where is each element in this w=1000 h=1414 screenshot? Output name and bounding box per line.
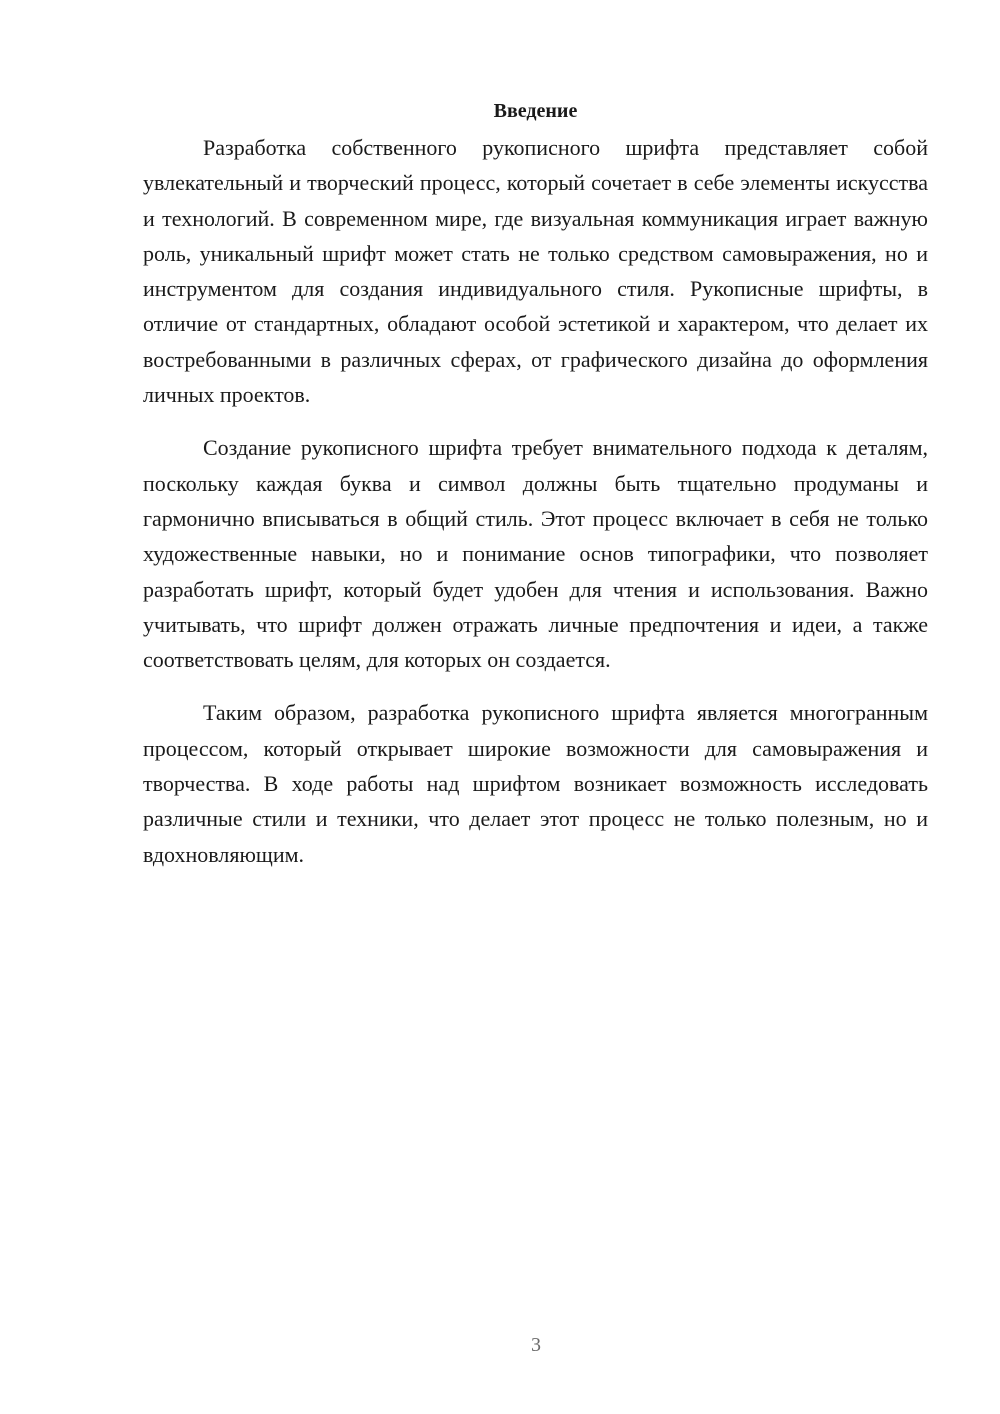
paragraph-1: Разработка собственного рукописного шрифта представляет собой увлекательный и творческий процесс, который сочетает в себе элементы искусства и технологий. В современном мире, где визуальная коммуникация играет важную роль, уникальный шрифт может стать не только средством самовыражения, но и инструментом для создания индивидуального стиля. Рукописные шрифты, в отличие от стандартных, обладают особой эстетикой и характером, что делает их востребованными в различных сферах, от графического дизайна до оформления личных проектов. [143, 135, 928, 408]
section-title: Введение [493, 100, 578, 122]
paragraph-3: Таким образом, разработка рукописного шрифта является многогранным процессом, который открывает широкие возможности для самовыражения и творчества. В ходе работы над шрифтом возникает возможность исследовать различные стили и техники, что делает этот процесс не только полезным, но и вдохновляющим. [143, 700, 928, 867]
page-number: 3 [531, 1334, 541, 1356]
page-content [143, 96, 928, 890]
paragraph-2: Создание рукописного шрифта требует внимательного подхода к деталям, поскольку каждая буква и символ должны быть тщательно продуманы и гармонично вписываться в общий стиль. Этот процесс включает в себя не только художественные навыки, но и понимание основ типографики, что позволяет разработать шрифт, который будет удобен для чтения и использования. Важно учитывать, что шрифт должен отражать личные предпочтения и идеи, а также соответствовать целям, для которых он создается. [143, 435, 928, 673]
